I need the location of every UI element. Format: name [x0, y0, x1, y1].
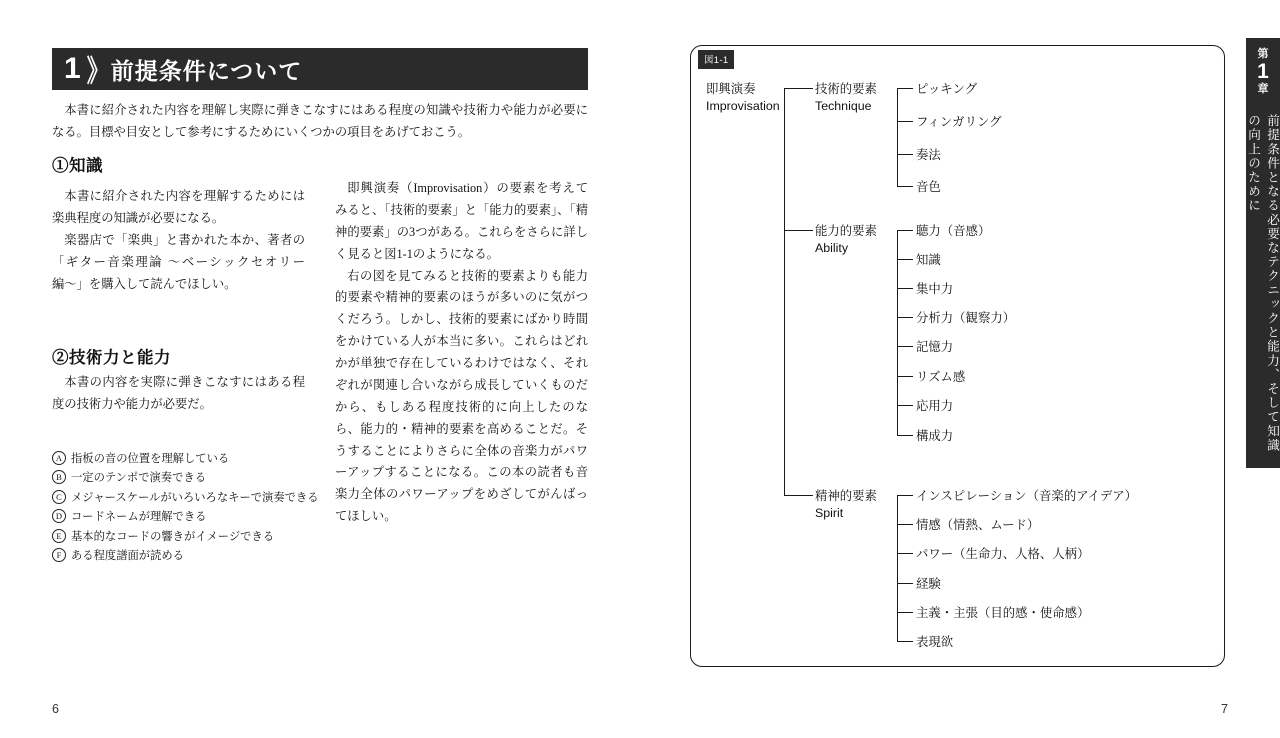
tree-node-technique: [815, 81, 877, 114]
tree-leaf-expression-desire: 表現欲: [916, 635, 954, 649]
section-header: [52, 48, 588, 90]
tree-node-root-jp: 即興演奏: [706, 82, 756, 96]
list-item: [52, 547, 452, 566]
list-item: [52, 508, 452, 527]
figure-label: 図1-1: [698, 50, 734, 69]
list-item: [52, 450, 452, 469]
column-left-lower: [52, 372, 305, 416]
list-item-label: メジャースケールがいろいろなキーで演奏できる: [71, 491, 319, 504]
chapter-number: 1: [1257, 59, 1269, 83]
tree-node-spirit-en: Spirit: [815, 505, 844, 520]
list-item: [52, 469, 452, 488]
tree-leaf-power: パワー（生命力、人格、人柄）: [916, 547, 1090, 561]
tree-leaf-fingering: フィンガリング: [916, 115, 1002, 129]
tree-leaf-picking: ピッキング: [916, 82, 978, 96]
tree-leaf-emotion: 情感（情熱、ムード）: [916, 518, 1040, 532]
tree-node-technique-jp: 技術的要素: [815, 82, 877, 96]
list-item-label: 指板の音の位置を理解している: [71, 453, 230, 465]
tree-leaf-principles: 主義・主張（目的感・使命感）: [916, 606, 1090, 620]
list-marker: F: [52, 548, 66, 562]
improvisation-paragraph-1: 即興演奏（Improvisation）の要素を考えてみると、「技術的要素」と「能力的要素」、「精神的要素」の3つがある。これらをさらに詳しく見ると図1-1のようになる。: [335, 181, 588, 261]
tree-leaf-application: 応用力: [916, 399, 954, 413]
list-marker: E: [52, 529, 66, 543]
list-marker: B: [52, 470, 66, 484]
tree-connector-technique-leaf-3: [897, 154, 913, 155]
tree-connector-ability-leaf-7: [897, 405, 913, 406]
tree-connector-root-bottom: [784, 495, 813, 496]
tree-connector-spirit-leaf-3: [897, 553, 913, 554]
page-number-right: 7: [1221, 702, 1228, 716]
tree-connector-root-spine: [784, 88, 785, 495]
list-item-label: ある程度譜面が読める: [71, 550, 184, 563]
figure-tree-diagram: [690, 45, 1223, 665]
list-marker: D: [52, 509, 66, 523]
tree-connector-ability-leaf-1: [897, 230, 913, 231]
list-item: [52, 528, 452, 547]
chapter-word: 第: [1257, 48, 1269, 60]
list-item-label: 一定のテンポで演奏できる: [71, 472, 206, 485]
tree-node-ability-jp: 能力的要素: [815, 224, 877, 238]
section-title: 前提条件について: [110, 57, 303, 84]
chapter-unit: 章: [1257, 82, 1269, 95]
page-number-left: 6: [52, 702, 59, 716]
tree-connector-technique-leaf-1: [897, 88, 913, 89]
tree-connector-ability-leaf-6: [897, 376, 913, 377]
tree-leaf-hearing: 聴力（音感）: [916, 224, 991, 238]
list-item: [52, 489, 452, 508]
subheading-skill: ②技術力と能力: [52, 349, 171, 367]
tree-connector-ability-leaf-3: [897, 288, 913, 289]
tree-connector-ability-leaf-2: [897, 259, 913, 260]
double-chevron-right-icon: 》: [86, 53, 103, 88]
chapter-title-vertical: 前提条件となる必要なテクニックと能力、そして知識の向上のために: [1246, 114, 1279, 453]
tree-connector-ability-leaf-5: [897, 346, 913, 347]
tree-node-spirit: [815, 488, 877, 521]
requirements-list: [52, 450, 452, 567]
knowledge-paragraph-2: 楽器店で「楽典」と書かれた本か、著者の「ギター音楽理論 〜ベーシックセオリー編〜」を購入して読んでほしい。: [52, 232, 305, 291]
tree-node-ability: [815, 223, 877, 256]
tree-connector-spirit-leaf-5: [897, 612, 913, 613]
tree-connector-technique-leaf-4: [897, 186, 913, 187]
chapter-number-block: [1246, 48, 1280, 95]
list-item-label: 基本的なコードの響きがイメージできる: [71, 530, 275, 543]
tree-connector-ability-leaf-4: [897, 317, 913, 318]
tree-leaf-experience: 経験: [916, 577, 941, 591]
tree-node-technique-en: Technique: [815, 98, 872, 113]
tree-leaf-analysis: 分析力（観察力）: [916, 311, 1016, 325]
tree-connector-technique-leaf-2: [897, 121, 913, 122]
tree-leaf-composition: 構成力: [916, 429, 954, 443]
tree-node-ability-en: Ability: [815, 240, 849, 255]
knowledge-paragraph-1: 本書に紹介された内容を理解するためには楽典程度の知識が必要になる。: [52, 189, 305, 225]
tree-leaf-rhythm: リズム感: [916, 370, 966, 384]
tree-node-root-en: Improvisation: [706, 98, 780, 113]
tree-connector-spirit-leaf-6: [897, 641, 913, 642]
tree-node-spirit-jp: 精神的要素: [815, 489, 877, 503]
lead-paragraph: 本書に紹介された内容を理解し実際に弾きこなすにはある程度の知識や技術力や能力が必要になる。目標や目安として参考にするためにいくつかの項目をあげておこう。: [52, 103, 588, 139]
tree-leaf-playing-style: 奏法: [916, 148, 941, 162]
list-marker: C: [52, 490, 66, 504]
column-left-upper: [52, 186, 305, 295]
tree-leaf-concentration: 集中力: [916, 282, 954, 296]
tree-connector-root-top: [784, 88, 813, 89]
tree-connector-spirit-leaf-4: [897, 583, 913, 584]
tree-connector-root-mid: [784, 230, 813, 231]
tree-leaf-memory: 記憶力: [916, 340, 954, 354]
improvisation-paragraph-2: 右の図を見てみると技術的要素よりも能力的要素や精神的要素のほうが多いのに気がつくだろう。しかし、技術的要素にばかり時間をかけている人が本当に多い。これらはどれかが単独で存在しているわけではなく、それぞれが関連し合いながら成長していくものだから、もしある程度技術的に向上したのなら、能力的・精神的要素を高めることだ。そうすることによりさらに全体の音楽力がパワーアップすることになる。この本の読者も音楽力全体のパワーアップをめざしてがんばってほしい。: [335, 268, 588, 524]
tree-connector-spirit-spine: [897, 495, 898, 641]
tree-leaf-tone: 音色: [916, 180, 941, 194]
list-item-label: コードネームが理解できる: [71, 511, 207, 524]
tree-leaf-knowledge: 知識: [916, 253, 941, 267]
tree-connector-spirit-leaf-1: [897, 495, 913, 496]
subheading-knowledge: ①知識: [52, 157, 103, 175]
tree-node-root: [706, 81, 780, 114]
chapter-side-tab: [1246, 38, 1280, 468]
right-page: [640, 0, 1280, 738]
section-number: 1: [64, 52, 81, 85]
tree-leaf-inspiration: インスピレーション（音楽的アイデア）: [916, 489, 1138, 503]
tree-connector-spirit-leaf-2: [897, 524, 913, 525]
tree-connector-technique-spine: [897, 88, 898, 186]
skill-paragraph-1: 本書の内容を実際に弾きこなすにはある程度の技術力や能力が必要だ。: [52, 375, 305, 411]
tree-connector-ability-leaf-8: [897, 435, 913, 436]
list-marker: A: [52, 451, 66, 465]
